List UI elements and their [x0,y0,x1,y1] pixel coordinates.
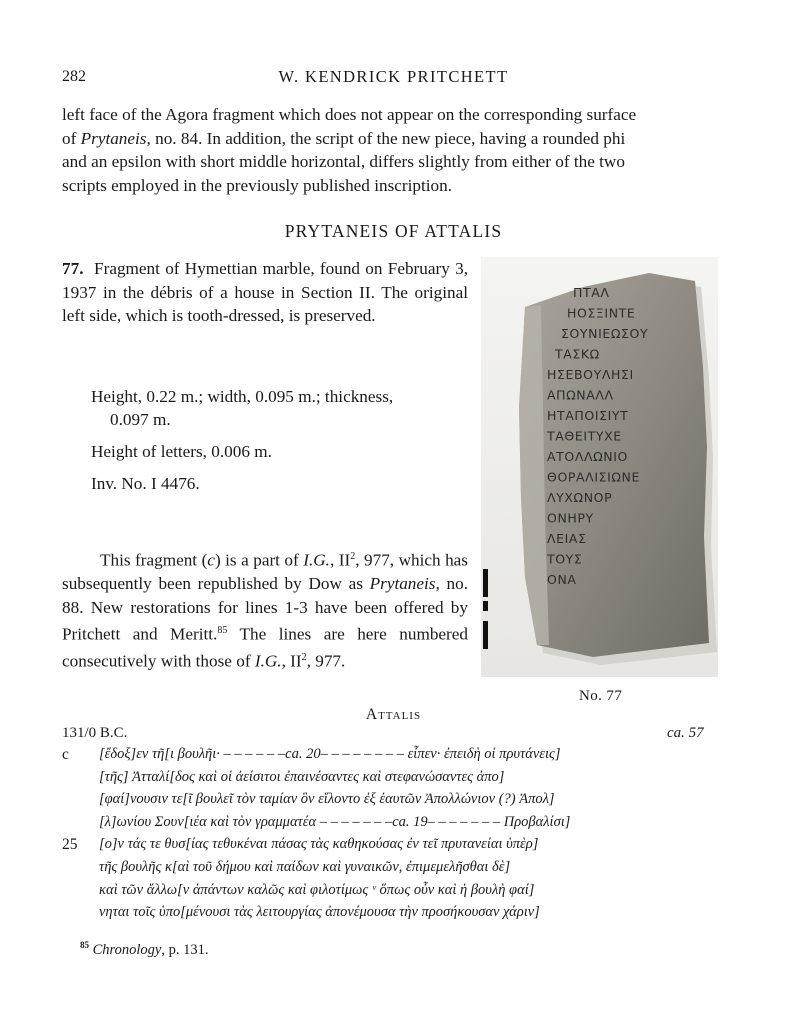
stone-letter-line: ΑΤΟΛΛΩΝΙΟ [547,449,628,464]
commentary-paragraph: This fragment (c) is a part of I.G., $II^2$, 977, which has subsequently been republished by Dow as Prytaneis, no. 88. New restorations for lines 1-3 have been offered by Pritchett and Meritt.$^{85}$ The lines are here numbered consecutively with those of I.G., $II^2$, 977. [62,550,469,672]
stone-letter-line: ΗΟΣΞΙΝΤΕ [567,305,636,321]
inscription-line [62,746,726,768]
inventory-line: Inv. No. I 4476. [91,474,200,493]
inscription-line [62,904,726,926]
stoichedon-count: ca. 57 [667,725,704,741]
stone-letter-line: ΤΑΘΕΙΤΥΧΕ [547,428,622,444]
entry-description: 77. Fragment of Hymettian marble, found on February 3, 1937 in the débris of a house in Section II. The original left side, which is tooth-dressed, is preserved. [62,259,468,325]
inscription-line [62,836,726,858]
intro-line-4: scripts employed in the previously published inscription. [62,175,453,195]
scale-bar-1 [483,569,488,597]
dimensions-line: Height, 0.22 m.; width, 0.095 m.; thickness, 0.097 m. [91,387,394,429]
inscription-line [62,791,726,813]
scale-bar-3 [483,621,488,649]
stone-letter-line: ΛΥΧΩΝΟΡ [547,490,613,505]
inscription-line [62,814,726,836]
inscription-photo [481,257,718,677]
stone-letter-line: ΟΝΗΡΥ [547,510,594,526]
stone-letter-line: ΛΕΙΑΣ [547,531,587,546]
photo-caption: No. 77 [579,688,623,704]
line-text: [ἔδοξ]εν τῆ[ι βουλῆι· – – – – – –ca. 20– – – – – – – – εἶπεν· ἐπειδὴ οἱ πρυτάνεις] [99,746,561,762]
line-text: καὶ τῶν ἄλλω[ν ἁπάντων καλῶς καὶ φιλοτίμως ᵛ ὅπως οὖν καὶ ἡ βουλὴ φαί] [99,881,535,898]
stone-letter-line: ΟΝΑ [547,572,577,587]
entry-number: 77. [62,259,84,278]
line-text: [φαί]νουσιν τε[ῖ βουλεῖ τὸν ταμίαν ὃν εἵλοντο ἐξ ἑαυτῶν Ἀπολλώνιον (?) Ἀπολ] [99,791,555,808]
stone-letter-line: ΠΤΑΛ [573,285,610,300]
stone-letter-line: ΤΟΥΣ [547,551,583,567]
inscription-line [62,859,726,881]
inscription-line [62,882,726,904]
inscription-line [62,769,726,791]
intro-line-2: of Prytaneis, no. 84. In addition, the script of the new piece, having a rounded phi [62,128,626,148]
intro-line-1: left face of the Agora fragment which does not appear on the corresponding surface [62,105,637,124]
line-number: c [62,746,69,763]
stone-letter-line: ΗΤΑΠΟΙΣΙΥΤ [547,408,629,423]
section-heading: PRYTANEIS OF ATTALIS [284,221,503,241]
stone-letter-line: ΑΠΩΝΑΛΛ [547,387,614,403]
page-number: 282 [62,68,86,85]
footnote: $^{85}$ Chronology, p. 131. [80,940,209,958]
work-title: Prytaneis [80,128,147,148]
line-number: 25 [62,836,78,854]
line-text: [ο]ν τάς τε θυσ[ίας τεθυκέναι πάσας τὰς καθηκούσας ἐν τεῖ πρυτανείαι ὑπὲρ] [99,836,539,853]
line-text: τῆς βουλῆς κ[αὶ τοῦ δήμου καὶ παίδων καὶ γυναικῶν, ἐπιμεμελῆσθαι δὲ] [99,859,511,875]
stone-letter-line: ΤΑΣΚΩ [555,346,600,362]
inscription-title: Attalis [365,706,422,723]
stone-letter-line: ΘΟΡΑΛΙΣΙΩΝΕ [547,469,640,485]
line-text: νηται τοῖς ὑπο[μένουσι τὰς λειτουργίας ἀπονέμουσα τὴν προσήκουσαν χάριν] [99,904,540,921]
letter-height-line: Height of letters, 0.006 m. [91,442,272,461]
running-title: W. KENDRICK PRITCHETT [278,67,509,86]
line-text: [λ]ωνίου Σουν[ιέα καὶ τὸν γραμματέα – – – – – – –ca. 19– – – – – – – Προβαλίσι] [99,813,571,830]
line-text: [τῆς] Ἀτταλί[δος καὶ οἱ ἀείσιτοι ἐπαινέσαντες καὶ στεφανώσαντες ἀπο] [99,768,505,785]
intro-paragraph [62,103,726,197]
stone-fragment-image [481,257,718,677]
footnote-reference[interactable]: 85 [217,625,228,637]
dimensions-block [91,385,476,504]
stone-letter-line: ΣΟΥΝΙΕΩΣΟΥ [561,326,649,341]
inscription-date: 131/0 B.C. [62,725,128,741]
scale-bar-2 [483,601,488,611]
intro-line-3: and an epsilon with short middle horizontal, differs slightly from either of the two [62,152,625,171]
stone-letter-line: ΗΣΕΒΟΥΛΗΣΙ [547,367,634,382]
